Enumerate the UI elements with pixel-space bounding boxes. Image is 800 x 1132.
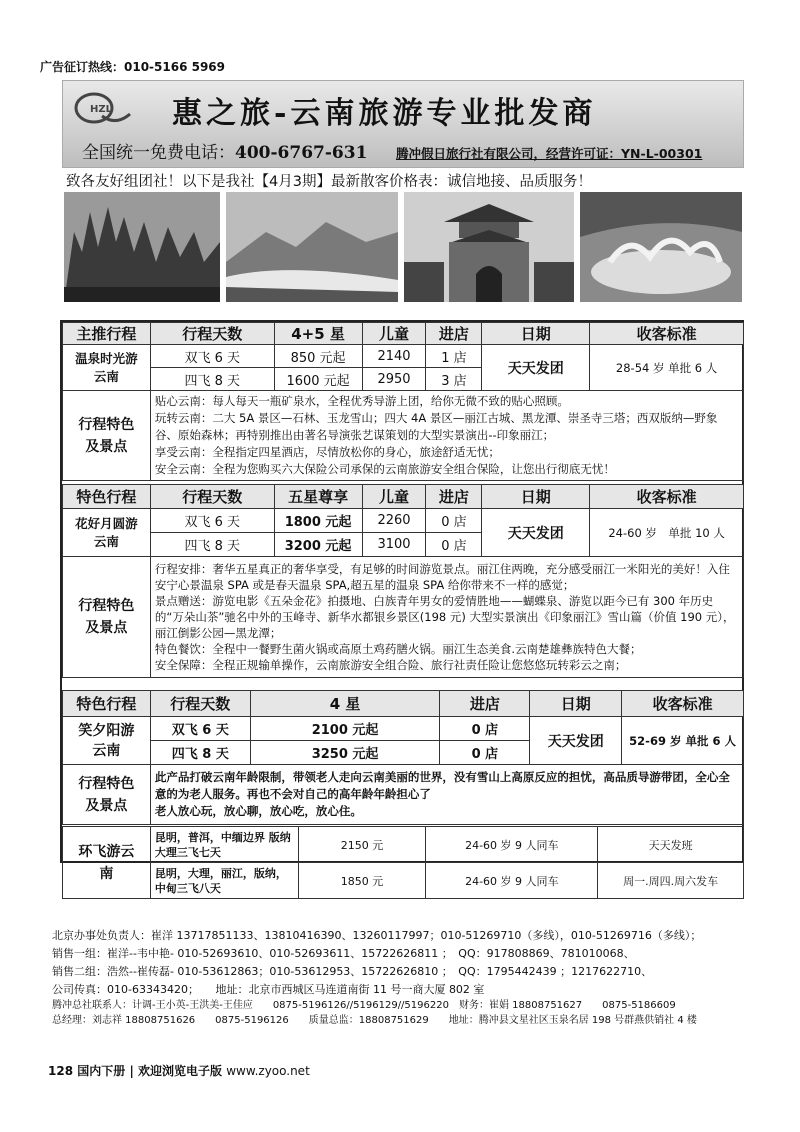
- ad-hotline: 广告征订热线：010-5166 5969: [40, 60, 226, 74]
- feature-line: 此产品打破云南年龄限制，带领老人走向云南美丽的世界，没有雪山上高原反应的担忧，高品质导游带团，全心全意的为老人服务。再也不会对自己的高年龄年龄担心了: [154, 770, 730, 801]
- free-call-number: 400-6767-631: [235, 143, 368, 163]
- brand-title: 惠之旅-云南旅游专业批发商: [172, 96, 597, 131]
- footer-section: 国内下册: [77, 1064, 126, 1078]
- feature-label-line: 及景点: [85, 797, 128, 814]
- section2-standard: 24-60 岁 单批 10 人: [590, 509, 744, 557]
- feature-line: 玩转云南：二大 5A 景区—石林、玉龙雪山；四大 4A 景区—丽江古城、黑龙潭、崇圣寺三塔；西双版纳—野象谷、原始森林；再特别推出由著名导演张艺谋策划的大型实景演出--印象丽江；: [154, 411, 718, 442]
- table-cell-shop: 0 店: [440, 717, 530, 741]
- section1-route-name: [63, 345, 151, 391]
- hot-spring-photo: [580, 192, 742, 302]
- feature-line: 老人放心玩，放心聊，放心吃，放心住。: [154, 804, 362, 818]
- table-cell-shop: 0 店: [426, 533, 482, 557]
- section3-header: 日期: [530, 691, 622, 717]
- contact-line: 北京办事处负责人：崔洋 13717851133、13810416390、13260117997；010-51269710（多线），010-51269716（多线）；: [52, 929, 702, 942]
- section3-header: 进店: [440, 691, 530, 717]
- section2-date: 天天发团: [482, 509, 590, 557]
- section2-header: 进店: [426, 485, 482, 509]
- table-cell-price: 2150 元: [298, 827, 426, 863]
- section3-table: [62, 690, 744, 825]
- section3-standard: 52-69 岁 单批 6 人: [622, 717, 744, 765]
- table-cell-price: 3200 元起: [274, 533, 362, 557]
- table-cell-price: 1600 元起: [274, 368, 362, 391]
- section2-header: 行程天数: [150, 485, 274, 509]
- table-cell-child: 2260: [362, 509, 426, 533]
- feature-line: 景点赠送：游览电影《五朵金花》拍摄地、白族青年男女的爱情胜地——蝴蝶泉、游览以距今已有 300 年历史的“万朵山茶”驰名中外的玉峰寺、新华水都银乡景区(198 元) 大型实景演出《印象丽江》雪山篇（价值 190 元），丽江倒影公园—黑龙潭；: [154, 594, 735, 640]
- route-name-line: 温泉时光游: [75, 350, 138, 366]
- section1-header: 4+5 星: [274, 323, 362, 345]
- section2-header: 特色行程: [63, 485, 151, 509]
- section2-header: 五星尊享: [274, 485, 362, 509]
- section2-header: 儿童: [362, 485, 426, 509]
- section2-feature-label: [63, 557, 151, 678]
- route-name-line: 南: [99, 865, 114, 882]
- route-name-line: 云南: [93, 368, 119, 384]
- snow-mountain-photo: [226, 192, 398, 302]
- greeting: 致各友好组团社！以下是我社【4月3期】最新散客价格表：诚信地接、品质服务！: [66, 174, 592, 190]
- feature-line: 享受云南：全程指定四星酒店，尽情放松你的身心，旅途舒适无忧；: [154, 445, 500, 459]
- section1-header: 进店: [426, 323, 482, 345]
- feature-line: 特色餐饮：全程中一餐野生菌火锅或高原土鸡药膳火锅。丽江生态美食.云南楚雄彝族特色大餐；: [154, 642, 642, 656]
- table-cell-shop: 3 店: [426, 368, 482, 391]
- contact-line: 公司传真：010-63343420； 地址：北京市西城区马连道南街 11 号一商大厦 802 室: [52, 983, 485, 996]
- section2-table: [62, 484, 744, 678]
- section3-header: 收客标准: [622, 691, 744, 717]
- feature-line: 安全云南：全程为您购买六大保险公司承保的云南旅游安全组合保险，让您出行彻底无忧！: [154, 462, 615, 476]
- table-cell-child: 2950: [362, 368, 426, 391]
- section3-header: 行程天数: [150, 691, 250, 717]
- section1-standard: 28-54 岁 单批 6 人: [590, 345, 744, 391]
- table-cell-days: 四飞 8 天: [150, 741, 250, 765]
- section2-header: 日期: [482, 485, 590, 509]
- section3-header: 4 星: [250, 691, 440, 717]
- table-cell-days: 双飞 6 天: [150, 509, 274, 533]
- svg-text:HZL: HZL: [90, 104, 112, 115]
- table-cell-days: 四飞 8 天: [150, 368, 274, 391]
- table-cell-date: 天天发班: [598, 827, 744, 863]
- section1-header: 收客标准: [590, 323, 744, 345]
- section3-route-name: [63, 717, 151, 765]
- table-cell-days: 双飞 6 天: [150, 345, 274, 368]
- feature-line: 行程安排：奢华五星真正的奢华享受，有足够的时间游览景点。丽江住两晚，充分感受丽江一米阳光的美好！入住安宁心景温泉 SPA 或是春天温泉 SPA,超五星的温泉 SPA 给你带来不一样的感觉；: [154, 562, 730, 592]
- stone-forest-photo: [64, 192, 220, 302]
- table-cell-child: 2140: [362, 345, 426, 368]
- table-cell-standard: 24-60 岁 9 人同车: [426, 863, 598, 899]
- section2-route-name: [63, 509, 151, 557]
- feature-line: 贴心云南：每人每天一瓶矿泉水，全程优秀导游上团，给你无微不致的贴心照顾。: [154, 394, 569, 408]
- section4-route-name: [63, 827, 151, 899]
- table-cell-date: 周一.周四.周六发车: [598, 863, 744, 899]
- section3-features: [150, 765, 743, 825]
- route-name-line: 云南: [92, 742, 121, 759]
- feature-label-line: 行程特色: [78, 416, 135, 433]
- contact-line: 销售一组：崔洋--韦中艳- 010-52693610、010-52693611、15722626811 ； QQ：917808869、781010068、: [52, 947, 635, 960]
- feature-line: 安全保障：全程正规输单操作，云南旅游安全组合险、旅行社责任险让您悠悠玩转彩云之南；: [154, 658, 627, 672]
- contact-line: 销售二组：浩然--崔传磊- 010-53612863；010-53612953、15722626810 ； QQ：1795442439 ；1217622710、: [52, 965, 653, 978]
- section3-date: 天天发团: [530, 717, 622, 765]
- feature-label-line: 行程特色: [78, 775, 135, 792]
- company-logo-icon: [72, 88, 136, 128]
- section2-features: [150, 557, 743, 678]
- section3-header: 特色行程: [63, 691, 151, 717]
- contact-line: 腾冲总社联系人：计调-王小英-王洪美-王佳应 0875-5196126//5196129//5196220 财务：崔娟 18808751627 0875-5186609: [52, 1000, 676, 1011]
- table-cell-days: 双飞 6 天: [150, 717, 250, 741]
- table-cell-shop: 0 店: [426, 509, 482, 533]
- feature-label-line: 行程特色: [78, 598, 135, 614]
- table-cell-price: 850 元起: [274, 345, 362, 368]
- ancient-gate-photo: [404, 192, 574, 302]
- section1-features: [150, 391, 743, 481]
- section1-header: 主推行程: [63, 323, 151, 345]
- section1-header: 日期: [482, 323, 590, 345]
- table-cell-days: 四飞 8 天: [150, 533, 274, 557]
- footer-divider: |: [129, 1064, 134, 1078]
- section1-table: [62, 322, 744, 481]
- table-cell-shop: 0 店: [440, 741, 530, 765]
- section3-feature-label: [63, 765, 151, 825]
- page-footer: [48, 1062, 310, 1079]
- photo-strip: [64, 192, 742, 302]
- free-call-label: 全国统一免费电话：: [82, 143, 235, 163]
- contact-line: 总经理：刘志祥 18808751626 0875-5196126 质量总监：18808751629 地址：腾冲县文星社区玉泉名居 198 号群燕供销社 4 楼: [52, 1015, 697, 1026]
- table-cell-standard: 24-60 岁 9 人同车: [426, 827, 598, 863]
- route-name-line: 云南: [93, 533, 119, 549]
- free-call: [82, 138, 367, 163]
- feature-label-line: 及景点: [85, 438, 128, 455]
- section1-header: 行程天数: [150, 323, 274, 345]
- table-cell-shop: 1 店: [426, 345, 482, 368]
- section1-feature-label: [63, 391, 151, 481]
- section2-header: 收客标准: [590, 485, 744, 509]
- route-name-line: 环飞游云: [78, 843, 135, 860]
- license-info: 腾冲假日旅行社有限公司，经营许可证：YN-L-00301: [396, 146, 703, 161]
- section4-table: [62, 826, 744, 899]
- table-cell-route: 昆明，普洱，中缅边界 版纳 大理三飞七天: [150, 827, 298, 863]
- table-cell-price: 2100 元起: [250, 717, 440, 741]
- footer-url[interactable]: www.zyoo.net: [226, 1064, 310, 1078]
- route-name-line: 花好月圆游: [75, 515, 138, 531]
- table-cell-price: 1850 元: [298, 863, 426, 899]
- table-cell-price: 1800 元起: [274, 509, 362, 533]
- section1-header: 儿童: [362, 323, 426, 345]
- table-cell-child: 3100: [362, 533, 426, 557]
- feature-label-line: 及景点: [85, 620, 128, 636]
- route-name-line: 笑夕阳游: [78, 722, 135, 739]
- section1-date: 天天发团: [482, 345, 590, 391]
- table-cell-price: 3250 元起: [250, 741, 440, 765]
- footer-slogan: 欢迎浏览电子版: [138, 1064, 223, 1078]
- table-cell-route: 昆明，大理，丽江，版纳，中甸三飞八天: [150, 863, 298, 899]
- page-number: 128: [48, 1064, 74, 1078]
